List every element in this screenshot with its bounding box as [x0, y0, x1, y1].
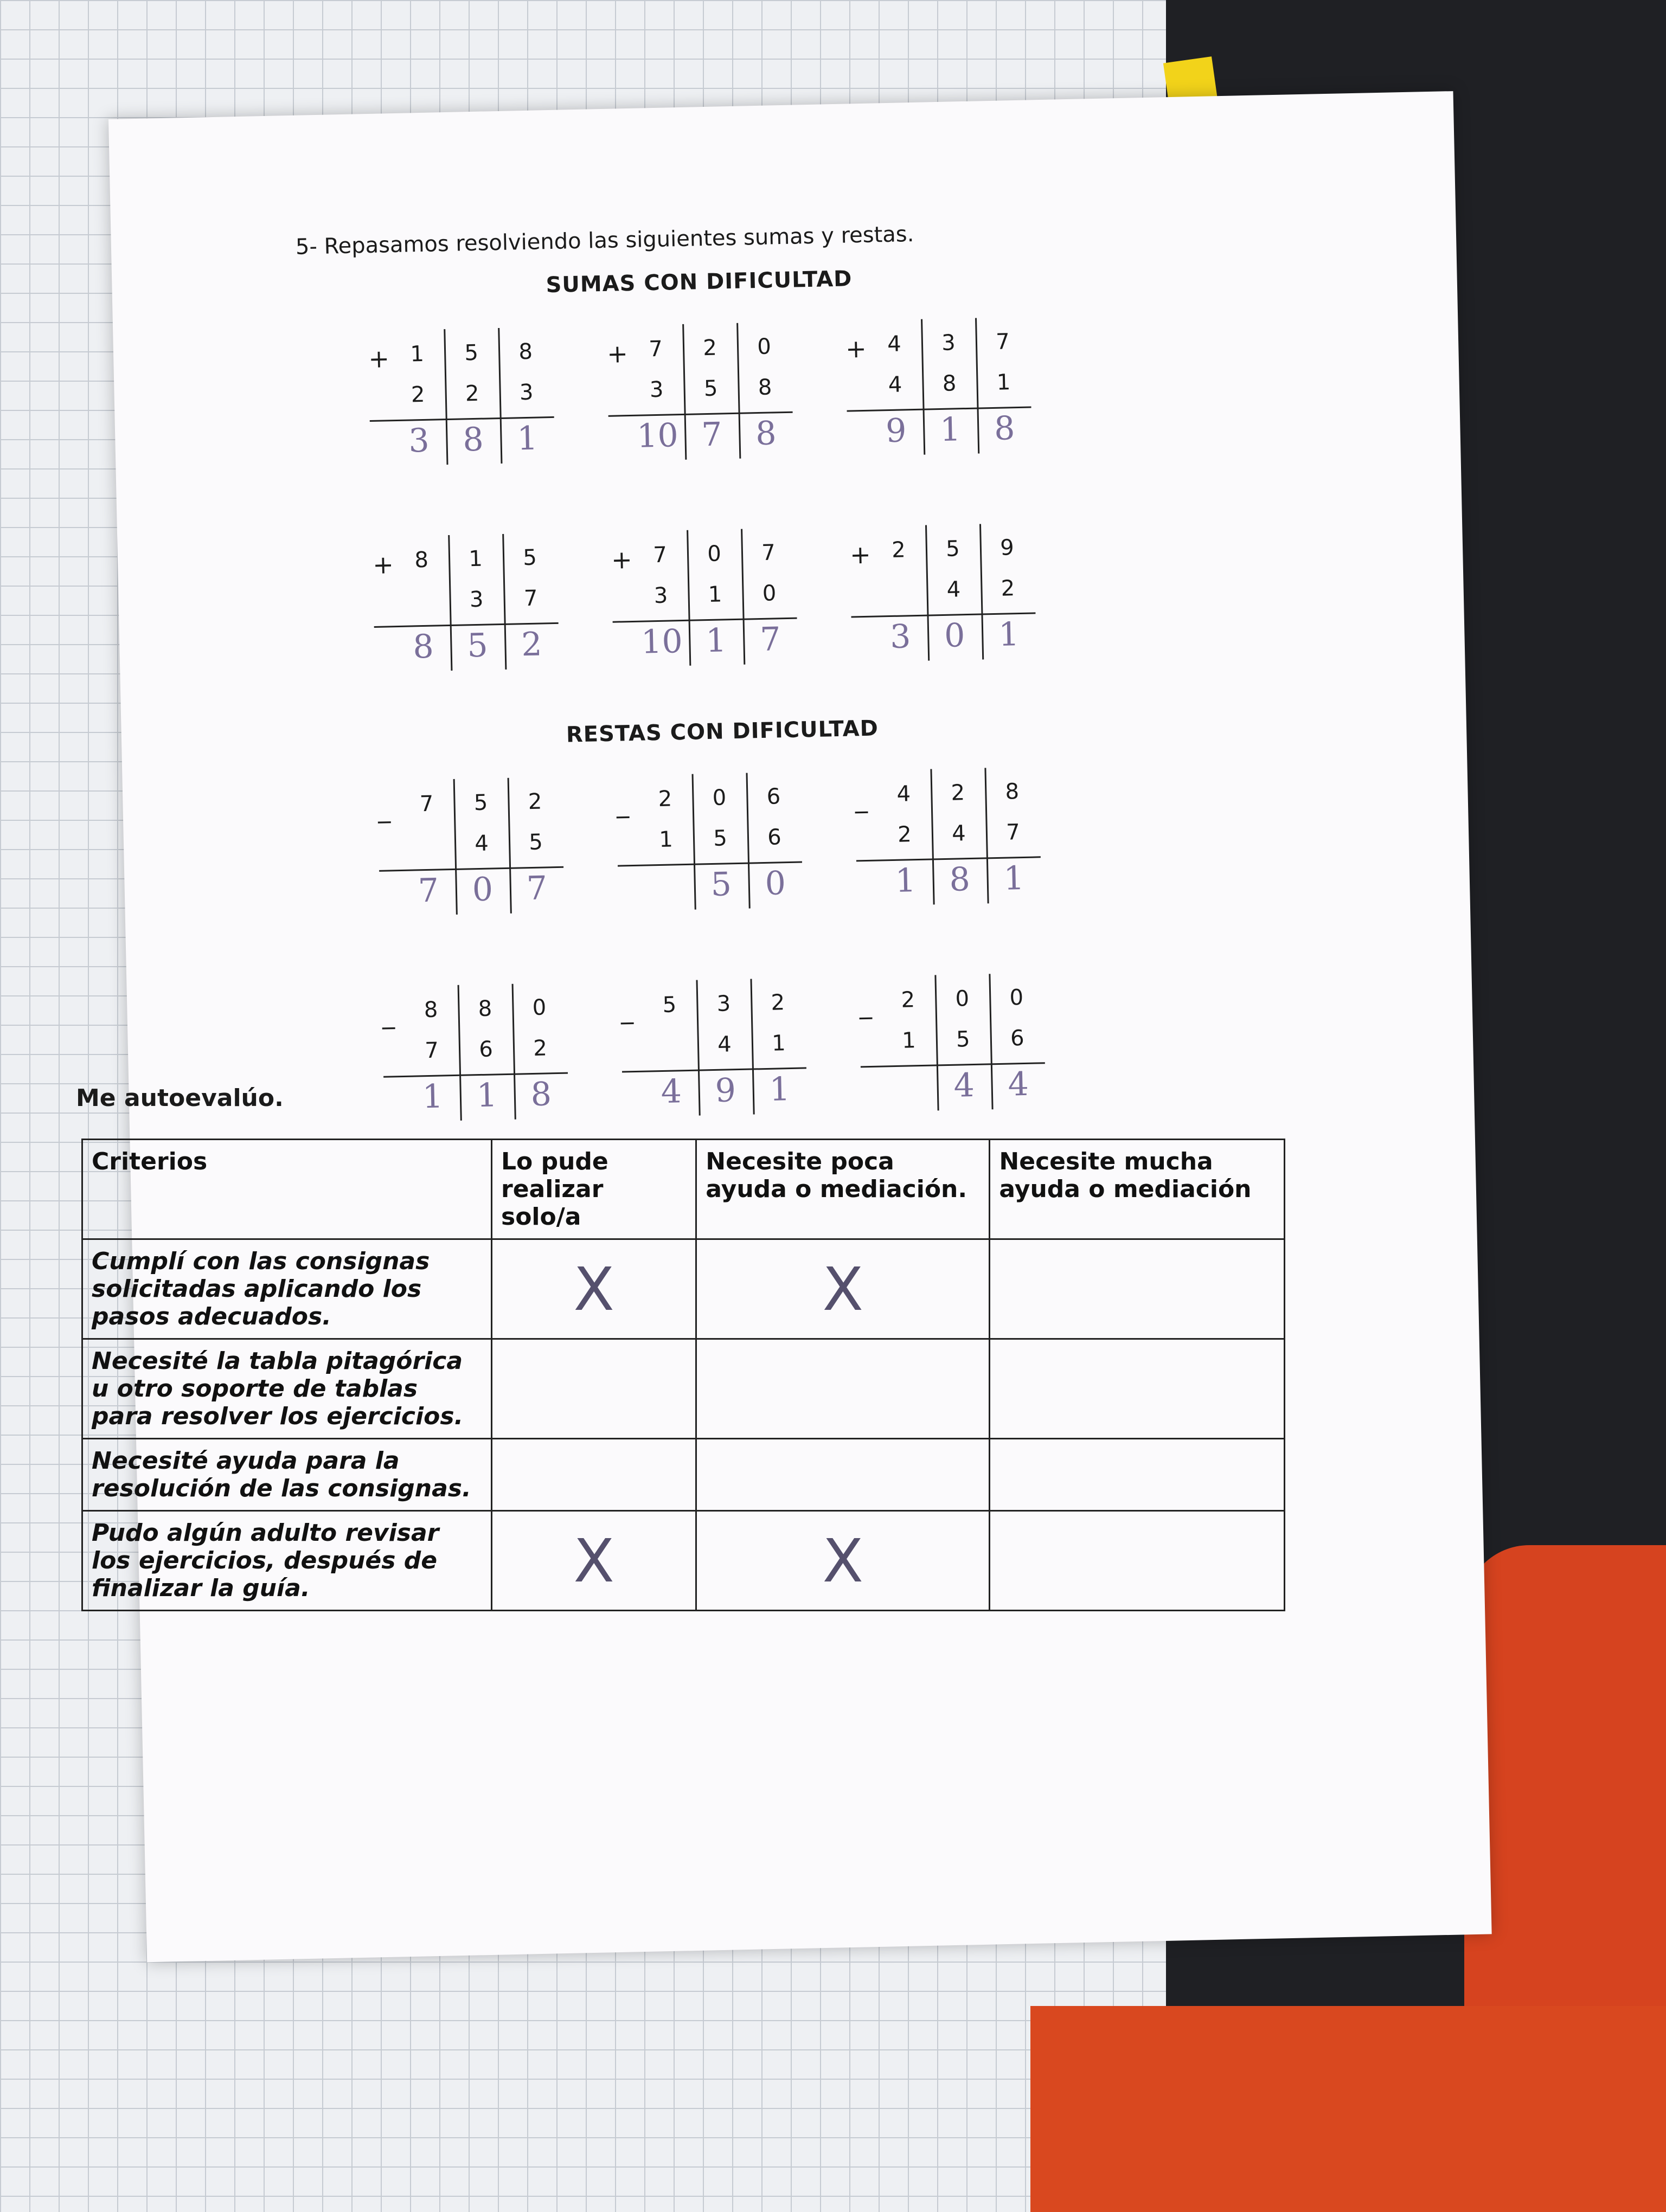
digit-cell: 8 — [942, 371, 957, 396]
answer-row — [873, 615, 1036, 656]
top-number-row — [876, 772, 1040, 813]
digit-cell: 8 — [758, 375, 772, 401]
operator-sign: _ — [382, 1000, 395, 1030]
digit-cell: 1 — [768, 1070, 791, 1109]
digit-cell — [872, 571, 926, 573]
bottom-number-row — [877, 813, 1040, 854]
bottom-number-row — [390, 373, 554, 414]
rubric-header: Criterios — [82, 1140, 492, 1239]
digit-cell: 7 — [648, 336, 663, 362]
digit-cell: 5 — [956, 1027, 971, 1052]
top-number-row — [389, 332, 553, 374]
digit-cell: 4 — [717, 1032, 732, 1057]
operator-sign: _ — [854, 783, 868, 814]
digit-cell: 5 — [703, 376, 718, 402]
digit-cell: 1 — [901, 1028, 917, 1053]
digit-cell — [882, 1067, 937, 1068]
problem-sum-6 — [849, 523, 1036, 667]
answer-row — [882, 1065, 1046, 1106]
digit-cell: 10 — [636, 416, 679, 455]
digit-cell: 1 — [468, 546, 483, 572]
bottom-number-row — [868, 363, 1031, 404]
bottom-number-row — [881, 1019, 1045, 1060]
bottom-number-row — [872, 569, 1035, 610]
operator-sign: + — [606, 339, 629, 369]
digit-cell: 2 — [1001, 576, 1015, 601]
digit-cell: 4 — [660, 1072, 682, 1111]
digit-cell: 4 — [474, 831, 489, 857]
problem-sum-2 — [606, 322, 793, 467]
digit-cell: 2 — [521, 625, 543, 664]
rubric-criterion: Necesité la tabla pitagórica u otro soporte de tablas para resolver los ejercicios. — [82, 1339, 492, 1439]
digit-cell: 7 — [761, 540, 776, 565]
orange-cloth-bottom — [1030, 2006, 1666, 2212]
digit-cell: 4 — [896, 781, 911, 807]
digit-cell: 1 — [771, 1031, 786, 1056]
digit-cell: 3 — [941, 330, 956, 356]
answer-row — [635, 620, 798, 661]
problem-sub-3 — [854, 767, 1041, 911]
answer-row — [869, 409, 1032, 450]
operator-sign: _ — [620, 995, 634, 1025]
digit-cell: 7 — [424, 1038, 439, 1064]
digit-cell: 6 — [1010, 1026, 1025, 1051]
operator-sign: + — [845, 333, 867, 364]
top-number-row — [642, 983, 805, 1024]
digit-cell: 3 — [889, 618, 912, 657]
problem-sub-6 — [858, 973, 1046, 1117]
self-eval-label: Me autoevalúo. — [76, 1084, 284, 1112]
operator-sign: + — [368, 344, 390, 374]
digit-cell: 1 — [409, 341, 425, 367]
digit-cell: 3 — [653, 583, 668, 609]
digit-cell: 2 — [411, 382, 425, 408]
answer-row — [878, 859, 1041, 900]
digit-cell — [643, 1026, 697, 1027]
problem-sub-1 — [377, 777, 565, 922]
subs-title: RESTAS CON DIFICULTAD — [566, 716, 879, 748]
top-number-row — [881, 978, 1044, 1019]
problem-sum-4 — [372, 533, 559, 678]
digit-cell: 5 — [466, 626, 489, 665]
digit-cell: 7 — [701, 415, 723, 454]
rubric-mark: X — [696, 1511, 990, 1611]
digit-cell: 2 — [897, 822, 912, 847]
sums-title: SUMAS CON DIFICULTAD — [546, 266, 853, 298]
digit-cell: 0 — [532, 995, 547, 1020]
rubric-criterion: Pudo algún adulto revisar los ejercicios, después de finalizar la guía. — [82, 1511, 492, 1611]
problem-sum-1 — [368, 327, 555, 472]
rubric-row — [82, 1511, 1285, 1611]
rubric-mark: X — [492, 1239, 696, 1339]
answer-row — [630, 414, 793, 455]
answer-row — [396, 625, 559, 666]
digit-cell: 1 — [939, 410, 962, 449]
operator-sign: _ — [377, 794, 391, 824]
digit-cell: 7 — [1005, 820, 1021, 845]
rubric-mark — [492, 1439, 696, 1511]
problem-sub-2 — [616, 772, 803, 917]
digit-cell: 0 — [1009, 985, 1024, 1011]
digit-cell: 5 — [713, 826, 728, 851]
digit-cell: 9 — [885, 411, 907, 451]
bottom-number-row — [638, 818, 802, 859]
digit-cell — [639, 866, 694, 867]
answer-row — [405, 1075, 568, 1116]
digit-cell: 3 — [469, 587, 484, 613]
digit-cell: 6 — [478, 1037, 494, 1063]
digit-cell: 6 — [767, 825, 782, 850]
top-number-row — [632, 533, 796, 575]
digit-cell: 0 — [955, 986, 970, 1012]
worksheet-page — [108, 91, 1492, 1962]
rubric-mark — [696, 1339, 990, 1439]
digit-cell: 4 — [953, 1066, 975, 1105]
digit-cell: 0 — [764, 864, 786, 903]
top-number-row — [628, 327, 791, 369]
answer-row — [644, 1070, 807, 1111]
digit-cell: 5 — [464, 340, 479, 366]
digit-cell: 7 — [995, 329, 1010, 355]
problem-sum-5 — [611, 528, 798, 673]
digit-cell: 8 — [1005, 779, 1020, 805]
rubric-mark: X — [492, 1511, 696, 1611]
top-number-row — [403, 988, 567, 1030]
answer-row — [392, 419, 555, 460]
digit-cell: 9 — [999, 535, 1015, 561]
digit-cell: 7 — [526, 869, 548, 908]
rubric-mark — [990, 1239, 1285, 1339]
digit-cell: 8 — [530, 1075, 552, 1114]
digit-cell: 3 — [649, 377, 664, 403]
operator-sign: _ — [616, 789, 630, 819]
bottom-number-row — [633, 574, 797, 615]
rubric-row — [82, 1239, 1285, 1339]
digit-cell: 5 — [662, 992, 677, 1018]
digit-cell: 2 — [771, 990, 785, 1015]
digit-cell: 1 — [705, 621, 727, 660]
digit-cell: 1 — [996, 370, 1011, 395]
digit-cell: 1 — [998, 615, 1020, 654]
problem-sub-5 — [620, 978, 808, 1122]
digit-cell: 7 — [419, 791, 434, 817]
rubric-header: Necesite poca ayuda o mediación. — [696, 1140, 990, 1239]
digit-cell: 8 — [755, 414, 777, 453]
rubric-mark: X — [696, 1239, 990, 1339]
digit-cell: 8 — [994, 409, 1016, 448]
digit-cell: 1 — [894, 861, 917, 900]
digit-cell: 4 — [1007, 1065, 1029, 1104]
digit-cell: 8 — [424, 997, 438, 1023]
problem-sub-4 — [382, 983, 569, 1128]
digit-cell: 5 — [528, 829, 543, 856]
digit-cell: 4 — [887, 331, 902, 357]
digit-cell: 2 — [702, 335, 717, 361]
digit-cell: 1 — [422, 1077, 444, 1116]
top-number-row — [399, 782, 562, 824]
operator-sign: _ — [858, 989, 873, 1020]
digit-cell: 2 — [658, 786, 672, 812]
rubric-mark — [696, 1439, 990, 1511]
digit-cell: 8 — [518, 339, 533, 365]
digit-cell: 7 — [418, 871, 439, 910]
digit-cell: 7 — [759, 620, 781, 659]
digit-cell: 1 — [476, 1076, 498, 1115]
problem-sum-3 — [845, 317, 1032, 462]
digit-cell: 8 — [478, 996, 492, 1022]
digit-cell: 1 — [1003, 859, 1025, 898]
top-number-row — [867, 323, 1030, 364]
digit-cell: 0 — [712, 785, 727, 811]
digit-cell: 0 — [762, 581, 777, 606]
answer-row — [639, 864, 803, 905]
rubric-row — [82, 1439, 1285, 1511]
operator-sign: + — [611, 544, 633, 575]
bottom-number-row — [643, 1024, 806, 1065]
digit-cell: 2 — [465, 381, 479, 407]
digit-cell: 5 — [710, 865, 732, 904]
rubric-table — [81, 1139, 1285, 1611]
digit-cell: 4 — [946, 577, 961, 602]
digit-cell: 10 — [640, 622, 683, 661]
instruction-text: 5- Repasamos resolviendo las siguientes sumas y restas. — [295, 221, 914, 260]
digit-cell: 2 — [901, 987, 915, 1013]
top-number-row — [638, 777, 801, 819]
digit-cell: 8 — [412, 627, 434, 666]
top-number-row — [394, 538, 557, 580]
bottom-number-row — [400, 823, 563, 864]
rubric-mark — [492, 1339, 696, 1439]
digit-cell: 0 — [757, 334, 772, 360]
bottom-number-row — [395, 579, 558, 620]
answer-row — [401, 869, 564, 910]
digit-cell: 4 — [951, 821, 966, 846]
rubric-criterion: Cumplí con las consignas solicitadas aplicando los pasos adecuados. — [82, 1239, 492, 1339]
operator-sign: + — [849, 539, 872, 570]
digit-cell: 0 — [472, 870, 494, 909]
digit-cell: 8 — [462, 420, 484, 459]
digit-cell: 1 — [658, 827, 674, 853]
top-number-row — [871, 528, 1034, 569]
digit-cell: 8 — [949, 860, 971, 899]
bottom-number-row — [629, 368, 792, 409]
digit-cell: 0 — [944, 616, 966, 655]
digit-cell: 6 — [766, 784, 781, 809]
operator-sign: + — [372, 550, 394, 580]
digit-cell: 2 — [533, 1036, 548, 1061]
digit-cell: 2 — [528, 789, 542, 815]
digit-cell: 2 — [951, 780, 965, 806]
digit-cell — [400, 825, 454, 826]
rubric-header: Necesite mucha ayuda o mediación — [990, 1140, 1285, 1239]
digit-cell: 5 — [473, 790, 488, 816]
digit-cell: 8 — [414, 547, 429, 573]
rubric-mark — [990, 1511, 1285, 1611]
digit-cell: 5 — [522, 545, 537, 571]
digit-cell: 9 — [714, 1071, 736, 1110]
digit-cell: 3 — [519, 380, 534, 406]
bottom-number-row — [404, 1029, 567, 1070]
digit-cell: 3 — [716, 991, 731, 1017]
digit-cell: 3 — [408, 421, 430, 460]
digit-cell: 7 — [523, 586, 538, 612]
digit-cell: 1 — [708, 582, 722, 608]
rubric-mark — [990, 1439, 1285, 1511]
rubric-criterion: Necesité ayuda para la resolución de las consignas. — [82, 1439, 492, 1511]
digit-cell: 2 — [891, 537, 906, 563]
rubric-mark — [990, 1339, 1285, 1439]
digit-cell: 1 — [516, 419, 539, 458]
digit-cell — [395, 581, 449, 582]
digit-cell: 0 — [707, 541, 722, 567]
digit-cell: 7 — [652, 542, 668, 568]
rubric-header-row — [82, 1140, 1285, 1239]
digit-cell: 4 — [888, 372, 902, 397]
rubric-header: Lo pude realizar solo/a — [492, 1140, 696, 1239]
digit-cell: 5 — [945, 536, 960, 562]
rubric-row — [82, 1339, 1285, 1439]
